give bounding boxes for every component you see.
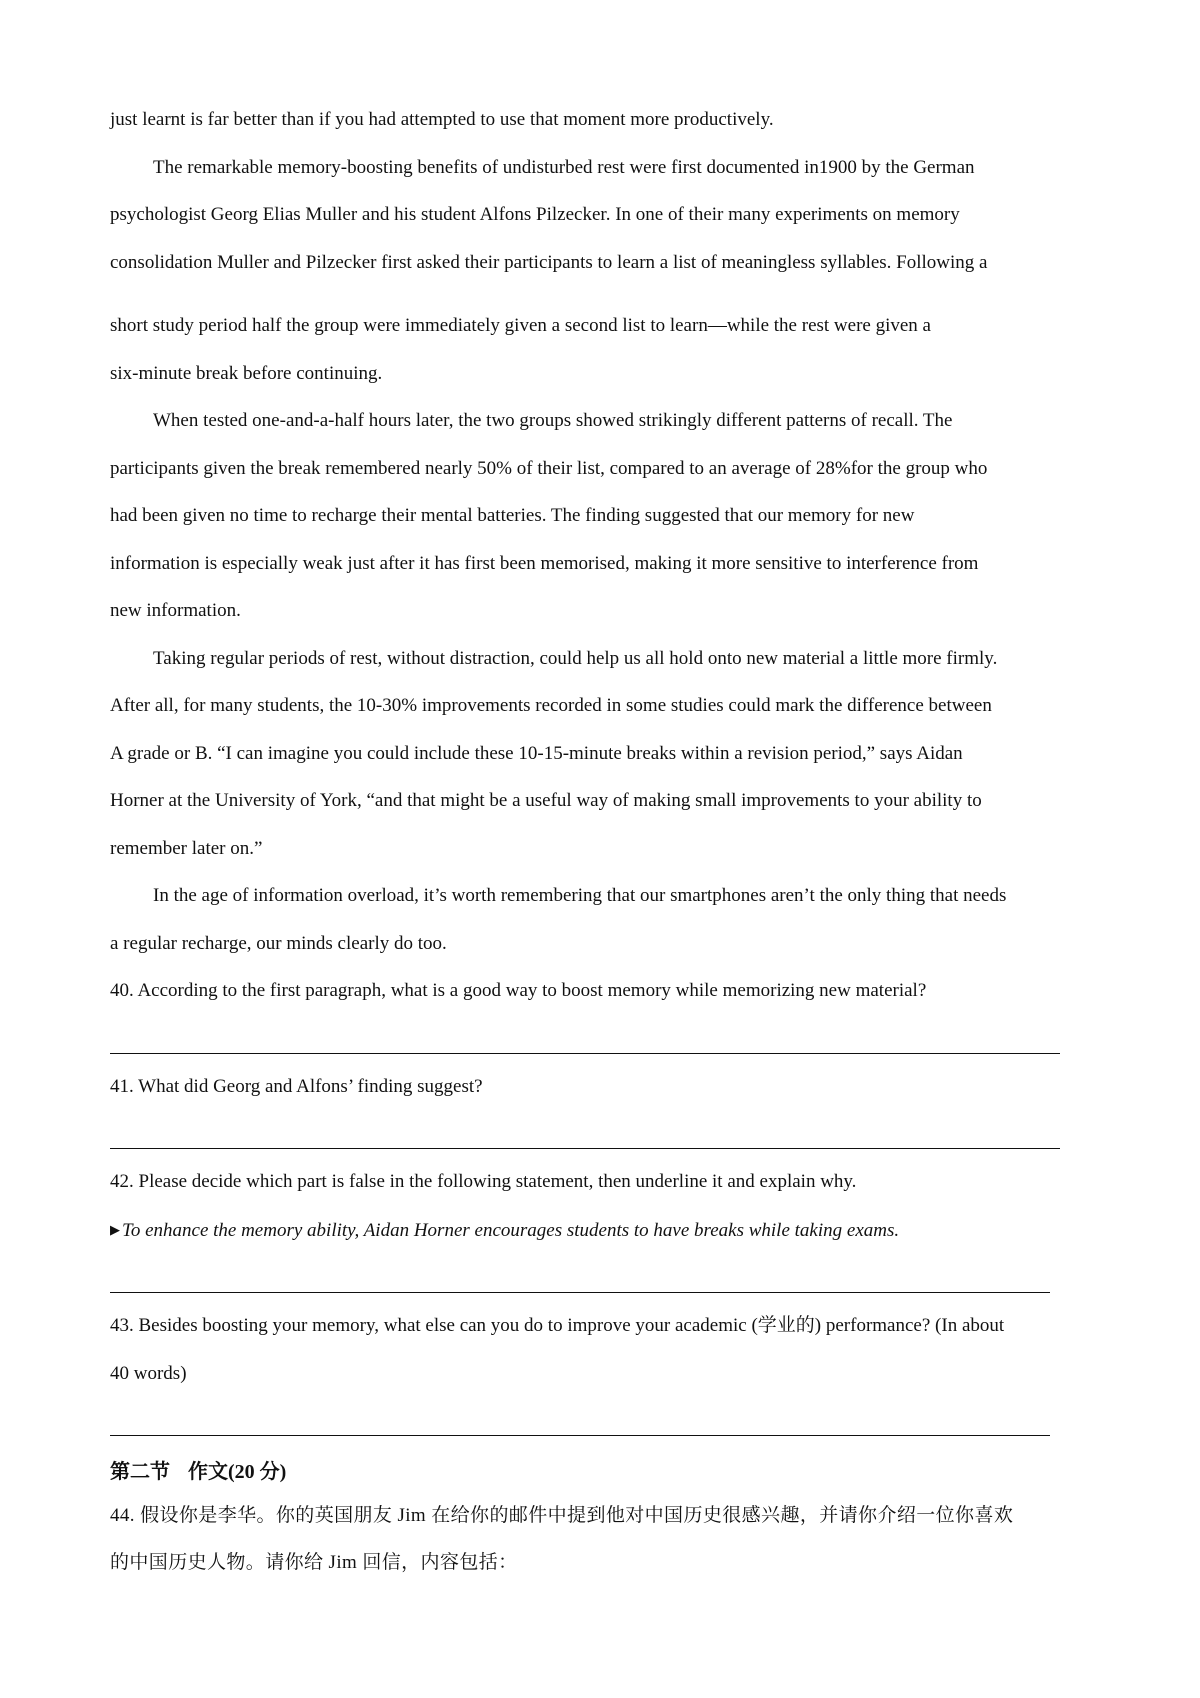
question-43: 43. Besides boosting your memory, what else can you do to improve your academic (学业的) performance? (In about (110, 1315, 1005, 1336)
triangle-bullet-icon: ▶ (110, 1221, 120, 1237)
passage-line: participants given the break remembered nearly 50% of their list, compared to an average of 28%for the group who (110, 457, 988, 479)
question-42: 42. Please decide which part is false in the following statement, then underline it and explain why. (110, 1171, 857, 1192)
passage-line: had been given no time to recharge their mental batteries. The finding suggested that our memory for new (110, 505, 915, 526)
passage-line: When tested one-and-a-half hours later, the two groups showed strikingly different patterns of recall. The (153, 410, 953, 431)
question-42-statement (110, 1206, 1100, 1255)
question-41: 41. What did Georg and Alfons’ finding suggest? (110, 1075, 483, 1097)
passage-line: consolidation Muller and Pilzecker first asked their participants to learn a list of meaningless syllables. Following a (110, 251, 988, 273)
question-43-cont: 40 words) (110, 1362, 187, 1384)
answer-line-40[interactable] (110, 1053, 1060, 1054)
passage-line: six-minute break before continuing. (110, 362, 383, 384)
exam-page (110, 96, 1100, 1586)
passage-line: new information. (110, 600, 241, 621)
question-44-cont: 的中国历史人物。请你给 Jim 回信，内容包括： (110, 1552, 518, 1573)
passage-line: In the age of information overload, it’s worth remembering that our smartphones aren’t the only thing that needs (153, 885, 1007, 906)
passage-line: A grade or B. “I can imagine you could include these 10-15-minute breaks within a revision period,” says Aidan (110, 742, 963, 764)
statement-text: To enhance the memory ability, Aidan Horner encourages students to have breaks while taking exams. (122, 1219, 900, 1241)
answer-line-43[interactable] (110, 1435, 1050, 1436)
question-40: 40. According to the first paragraph, what is a good way to boost memory while memorizing new material? (110, 980, 927, 1001)
passage-line: The remarkable memory-boosting benefits of undisturbed rest were first documented in1900 by the German (153, 156, 975, 178)
answer-line-41[interactable] (110, 1148, 1060, 1149)
section-title: 作文(20 分) (188, 1461, 287, 1483)
passage-line: just learnt is far better than if you had attempted to use that moment more productively. (110, 109, 774, 130)
passage-line: short study period half the group were immediately given a second list to learn—while the rest were given a (110, 315, 931, 336)
passage-line: psychologist Georg Elias Muller and his student Alfons Pilzecker. In one of their many experiments on memory (110, 204, 960, 225)
section-heading (110, 1452, 1100, 1492)
question-44: 44. 假设你是李华。你的英国朋友 Jim 在给你的邮件中提到他对中国历史很感兴趣，并请你介绍一位你喜欢 (110, 1505, 1014, 1526)
passage-line: remember later on.” (110, 837, 263, 859)
passage-line: Taking regular periods of rest, without distraction, could help us all hold onto new material a little more firmly. (153, 647, 998, 669)
answer-line-42[interactable] (110, 1292, 1050, 1293)
passage-line: After all, for many students, the 10-30% improvements recorded in some studies could mark the difference between (110, 695, 992, 716)
section-number: 第二节 (110, 1461, 170, 1483)
passage-line: Horner at the University of York, “and that might be a useful way of making small improvements to your ability to (110, 790, 982, 811)
passage-line: information is especially weak just after it has first been memorised, making it more sensitive to interference from (110, 552, 979, 574)
passage-line: a regular recharge, our minds clearly do too. (110, 932, 447, 954)
